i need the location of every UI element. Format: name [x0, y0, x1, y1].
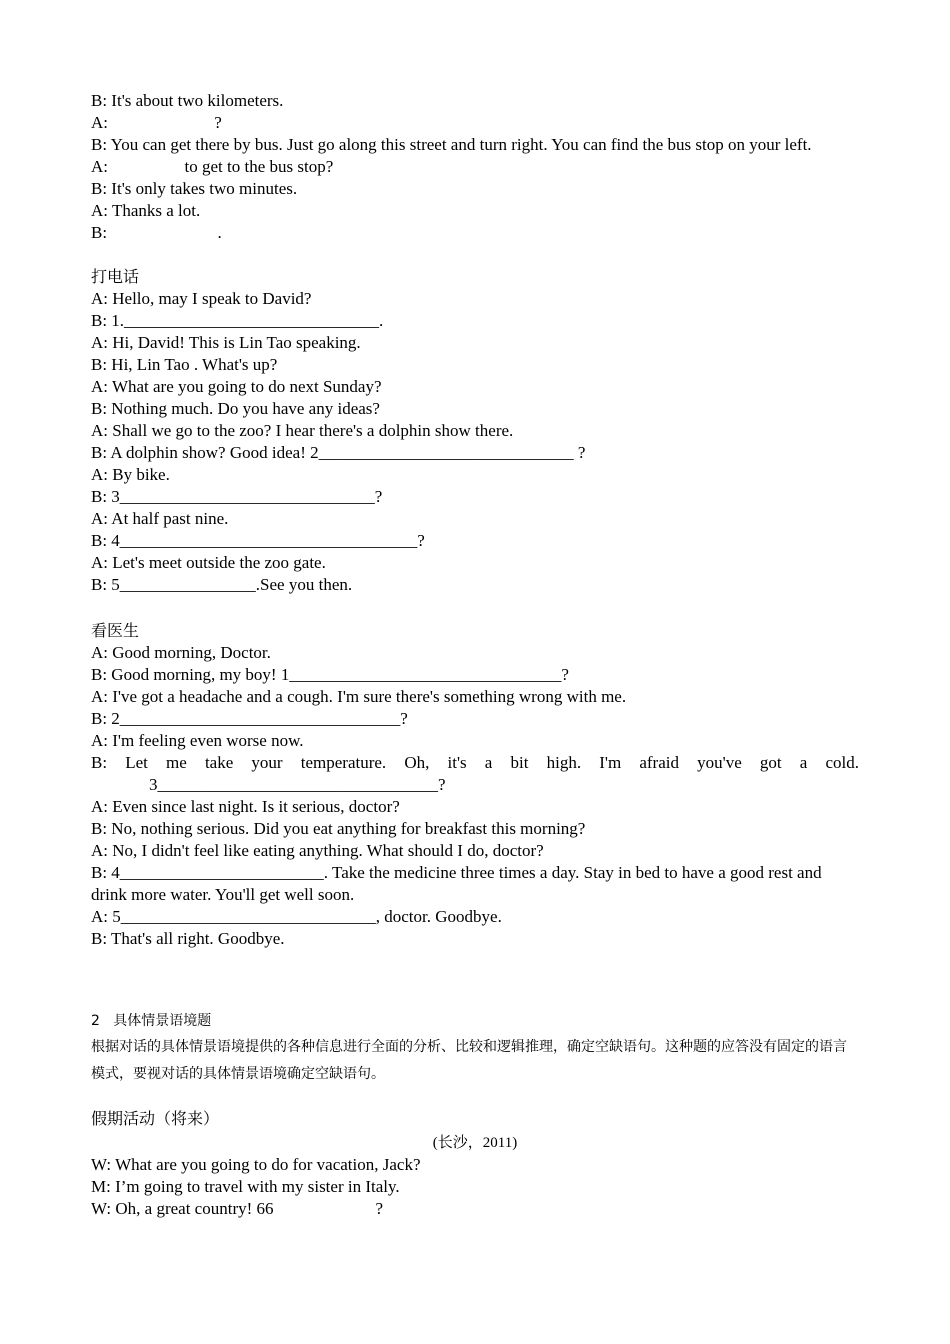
dialogue-line: M: I’m going to travel with my sister in Italy.: [91, 1177, 400, 1196]
dialogue-line: A: Thanks a lot.: [91, 201, 201, 220]
dialogue-line: A: At half past nine.: [91, 509, 229, 528]
dialogue-line: 3_________________________________?: [149, 775, 446, 794]
dialogue-line: B: Good morning, my boy! 1________________________________?: [91, 665, 569, 684]
dialogue-line: B: Let me take your temperature. Oh, it's a bit high. I'm afraid you've got a cold.: [91, 753, 859, 772]
dialogue-line: B: 2_________________________________?: [91, 709, 408, 728]
dialogue-line: A: Hello, may I speak to David?: [91, 289, 312, 308]
dialogue-line: W: Oh, a great country! 66 ?: [91, 1199, 384, 1218]
context-section: [91, 1010, 859, 1088]
dialogue-line: B: 3______________________________?: [91, 487, 383, 506]
dialogue-line: A: Let's meet outside the zoo gate.: [91, 553, 326, 572]
dialogue-line: B: 4________________________. Take the medicine three times a day. Stay in bed to have a good rest and drink more water. You'll get well soon.: [91, 863, 822, 904]
section-description: 根据对话的具体情景语境提供的各种信息进行全面的分析、比较和逻辑推理，确定空缺语句。这种题的应答没有固定的语言模式，要视对话的具体情景语境确定空缺语句。: [91, 1039, 847, 1082]
dialogue-line: B: 5________________.See you then.: [91, 575, 353, 594]
dialogue-line: A: Hi, David! This is Lin Tao speaking.: [91, 333, 361, 352]
section-heading: 看医生: [91, 621, 140, 640]
dialogue-line: B: You can get there by bus. Just go along this street and turn right. You can find the bus stop on your left.: [91, 135, 812, 154]
dialogue-line: A: I've got a headache and a cough. I'm sure there's something wrong with me.: [91, 687, 627, 706]
doctor-dialogue: [91, 620, 859, 950]
dialogue-line: A: I'm feeling even worse now.: [91, 731, 304, 750]
dialogue-line: B: That's all right. Goodbye.: [91, 929, 285, 948]
dialogue-line: B: Nothing much. Do you have any ideas?: [91, 399, 380, 418]
phone-dialogue: [91, 266, 859, 596]
dialogue-line: A: Good morning, Doctor.: [91, 643, 271, 662]
dialogue-line: A: to get to the bus stop?: [91, 157, 334, 176]
source-note: (长沙，2011): [432, 1135, 518, 1151]
dialogue-line: B: A dolphin show? Good idea! 2______________________________ ?: [91, 443, 586, 462]
dialogue-line: B: 4___________________________________?: [91, 531, 425, 550]
dialogue-line: A: By bike.: [91, 465, 170, 484]
dialogue-line: A: Even since last night. Is it serious, doctor?: [91, 797, 400, 816]
directions-dialogue: [91, 90, 859, 244]
dialogue-line: W: What are you going to do for vacation, Jack?: [91, 1155, 421, 1174]
dialogue-line: B: .: [91, 223, 222, 242]
holiday-dialogue: [91, 1108, 859, 1220]
dialogue-line: A: 5______________________________, doctor. Goodbye.: [91, 907, 502, 926]
section-heading: 打电话: [91, 267, 140, 286]
dialogue-line: A: No, I didn't feel like eating anything. What should I do, doctor?: [91, 841, 544, 860]
dialogue-line: B: 1.______________________________.: [91, 311, 384, 330]
dialogue-line: B: Hi, Lin Tao . What's up?: [91, 355, 278, 374]
dialogue-line: A: What are you going to do next Sunday?: [91, 377, 382, 396]
document-page: [91, 90, 859, 1220]
dialogue-line: A: Shall we go to the zoo? I hear there's a dolphin show there.: [91, 421, 514, 440]
dialogue-line: B: No, nothing serious. Did you eat anything for breakfast this morning?: [91, 819, 586, 838]
dialogue-line: B: It's only takes two minutes.: [91, 179, 298, 198]
dialogue-line: A: ?: [91, 113, 222, 132]
dialogue-line: B: It's about two kilometers.: [91, 91, 284, 110]
section-heading: 2 具体情景语境题: [91, 1013, 212, 1029]
section-heading: 假期活动（将来）: [91, 1109, 220, 1128]
